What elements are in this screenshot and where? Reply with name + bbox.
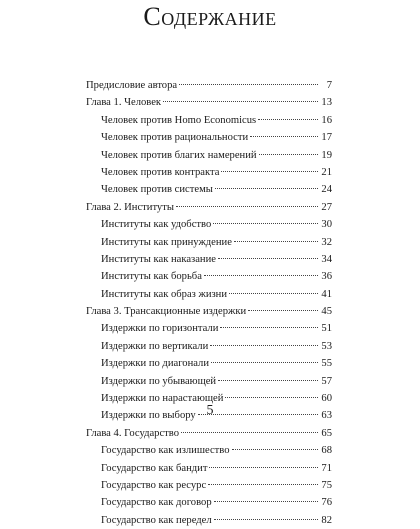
toc-section-entry	[86, 320, 332, 337]
toc-chapter-entry	[86, 199, 332, 216]
toc-entry-label: Государство как бандит	[101, 462, 208, 474]
toc-entry-page-number: 7	[326, 80, 332, 91]
toc-chapter-entry	[86, 94, 332, 111]
toc-section-entry	[86, 268, 332, 285]
toc-chapter-entry	[86, 77, 332, 94]
dot-leader	[250, 136, 318, 137]
toc-section-entry	[86, 129, 332, 146]
toc-chapter-entry	[86, 303, 332, 320]
dot-leader	[211, 362, 318, 363]
toc-section-entry	[86, 477, 332, 494]
toc-entry-page-number: 27	[321, 201, 332, 213]
toc-entry-page-number: 65	[321, 427, 332, 439]
toc-entry-label: Глава 4. Государство	[86, 427, 180, 439]
toc-entry-label: Предисловие автора	[86, 80, 178, 91]
toc-entry-page-number: 36	[321, 271, 332, 283]
toc-entry-label: Человек против контракта	[101, 166, 220, 178]
toc-entry-page-number: 13	[321, 97, 332, 109]
toc-section-entry	[86, 512, 332, 529]
toc-section-entry	[86, 286, 332, 303]
toc-entry-page-number: 41	[321, 288, 332, 300]
toc-entry-label: Издержки по горизонтали	[101, 323, 219, 335]
toc-entry-page-number: 21	[321, 166, 332, 178]
toc-entry-page-number: 63	[321, 410, 332, 422]
dot-leader	[209, 467, 318, 468]
toc-entry-label: Издержки по нарастающей	[101, 393, 224, 405]
dot-leader	[208, 484, 318, 485]
dot-leader	[210, 345, 318, 346]
dot-leader	[218, 380, 318, 381]
toc-entry-page-number: 57	[321, 375, 332, 387]
toc-title: Содержание	[143, 2, 277, 31]
toc-entry-page-number: 60	[321, 393, 332, 405]
toc-entry-label: Институты как борьба	[101, 271, 202, 283]
dot-leader	[220, 327, 318, 328]
toc-entry-page-number: 16	[321, 114, 332, 126]
dot-leader	[259, 154, 318, 155]
toc-entry-page-number: 76	[321, 497, 332, 509]
toc-entry-label: Человек против рациональности	[101, 132, 249, 144]
toc-entry-page-number: 17	[321, 132, 332, 144]
dot-leader	[179, 84, 318, 85]
dot-leader	[221, 171, 318, 172]
dot-leader	[225, 397, 318, 398]
toc-entry-page-number: 53	[321, 340, 332, 352]
dot-leader	[258, 119, 318, 120]
toc-entry-label: Издержки по вертикали	[101, 340, 209, 352]
toc-entry-label: Глава 2. Институты	[86, 201, 174, 213]
dot-leader	[181, 432, 318, 433]
toc-entry-label: Институты как образ жизни	[101, 288, 228, 300]
toc-entry-label: Издержки по диагонали	[101, 358, 209, 370]
toc-entry-label: Государство как договор	[101, 497, 212, 509]
toc-section-entry	[86, 338, 332, 355]
toc-entry-page-number: 32	[321, 236, 332, 248]
toc-entry-page-number: 45	[321, 306, 332, 318]
toc-section-entry	[86, 147, 332, 164]
toc-entry-page-number: 24	[321, 184, 332, 196]
toc-entry-label: Государство как излишество	[101, 445, 230, 457]
dot-leader	[204, 275, 318, 276]
toc-entry-page-number: 30	[321, 219, 332, 231]
dot-leader	[214, 519, 318, 520]
dot-leader	[163, 101, 318, 102]
toc-chapter-entry	[86, 425, 332, 442]
dot-leader	[218, 258, 318, 259]
toc-section-entry	[86, 373, 332, 390]
toc-section-entry	[86, 164, 332, 181]
toc-entry-label: Человек против благих намерений	[101, 149, 257, 161]
dot-leader	[213, 223, 318, 224]
toc-section-entry	[86, 181, 332, 198]
toc-entry-label: Издержки по выбору	[101, 410, 196, 422]
toc-section-entry	[86, 494, 332, 511]
toc-entry-label: Институты как принуждение	[101, 236, 232, 248]
toc-entry-page-number: 34	[321, 253, 332, 265]
toc-entry-label: Человек против системы	[101, 184, 213, 196]
table-of-contents	[86, 77, 332, 529]
dot-leader	[248, 310, 318, 311]
toc-section-entry	[86, 251, 332, 268]
dot-leader	[214, 501, 318, 502]
toc-section-entry	[86, 216, 332, 233]
toc-entry-page-number: 55	[321, 358, 332, 370]
dot-leader	[229, 293, 318, 294]
toc-entry-label: Человек против Homo Economicus	[101, 114, 257, 126]
toc-entry-label: Издержки по убывающей	[101, 375, 217, 387]
dot-leader	[232, 449, 318, 450]
toc-entry-page-number: 51	[321, 323, 332, 335]
dot-leader	[234, 241, 318, 242]
toc-section-entry	[86, 460, 332, 477]
toc-entry-label: Государство как передел	[101, 514, 212, 526]
toc-section-entry	[86, 355, 332, 372]
toc-section-entry	[86, 112, 332, 129]
toc-entry-page-number: 71	[321, 462, 332, 474]
page-number: 5	[206, 403, 214, 418]
toc-entry-label: Институты как удобство	[101, 219, 212, 231]
toc-entry-page-number: 82	[321, 514, 332, 526]
toc-entry-label: Глава 3. Трансакционные издержки	[86, 306, 247, 318]
toc-section-entry	[86, 442, 332, 459]
toc-entry-label: Институты как наказание	[101, 253, 216, 265]
toc-entry-page-number: 68	[321, 445, 332, 457]
toc-section-entry	[86, 234, 332, 251]
toc-entry-page-number: 75	[321, 479, 332, 491]
toc-entry-page-number: 19	[321, 149, 332, 161]
toc-entry-label: Глава 1. Человек	[86, 97, 162, 109]
dot-leader	[176, 206, 318, 207]
dot-leader	[215, 188, 318, 189]
toc-entry-label: Государство как ресурс	[101, 479, 207, 491]
